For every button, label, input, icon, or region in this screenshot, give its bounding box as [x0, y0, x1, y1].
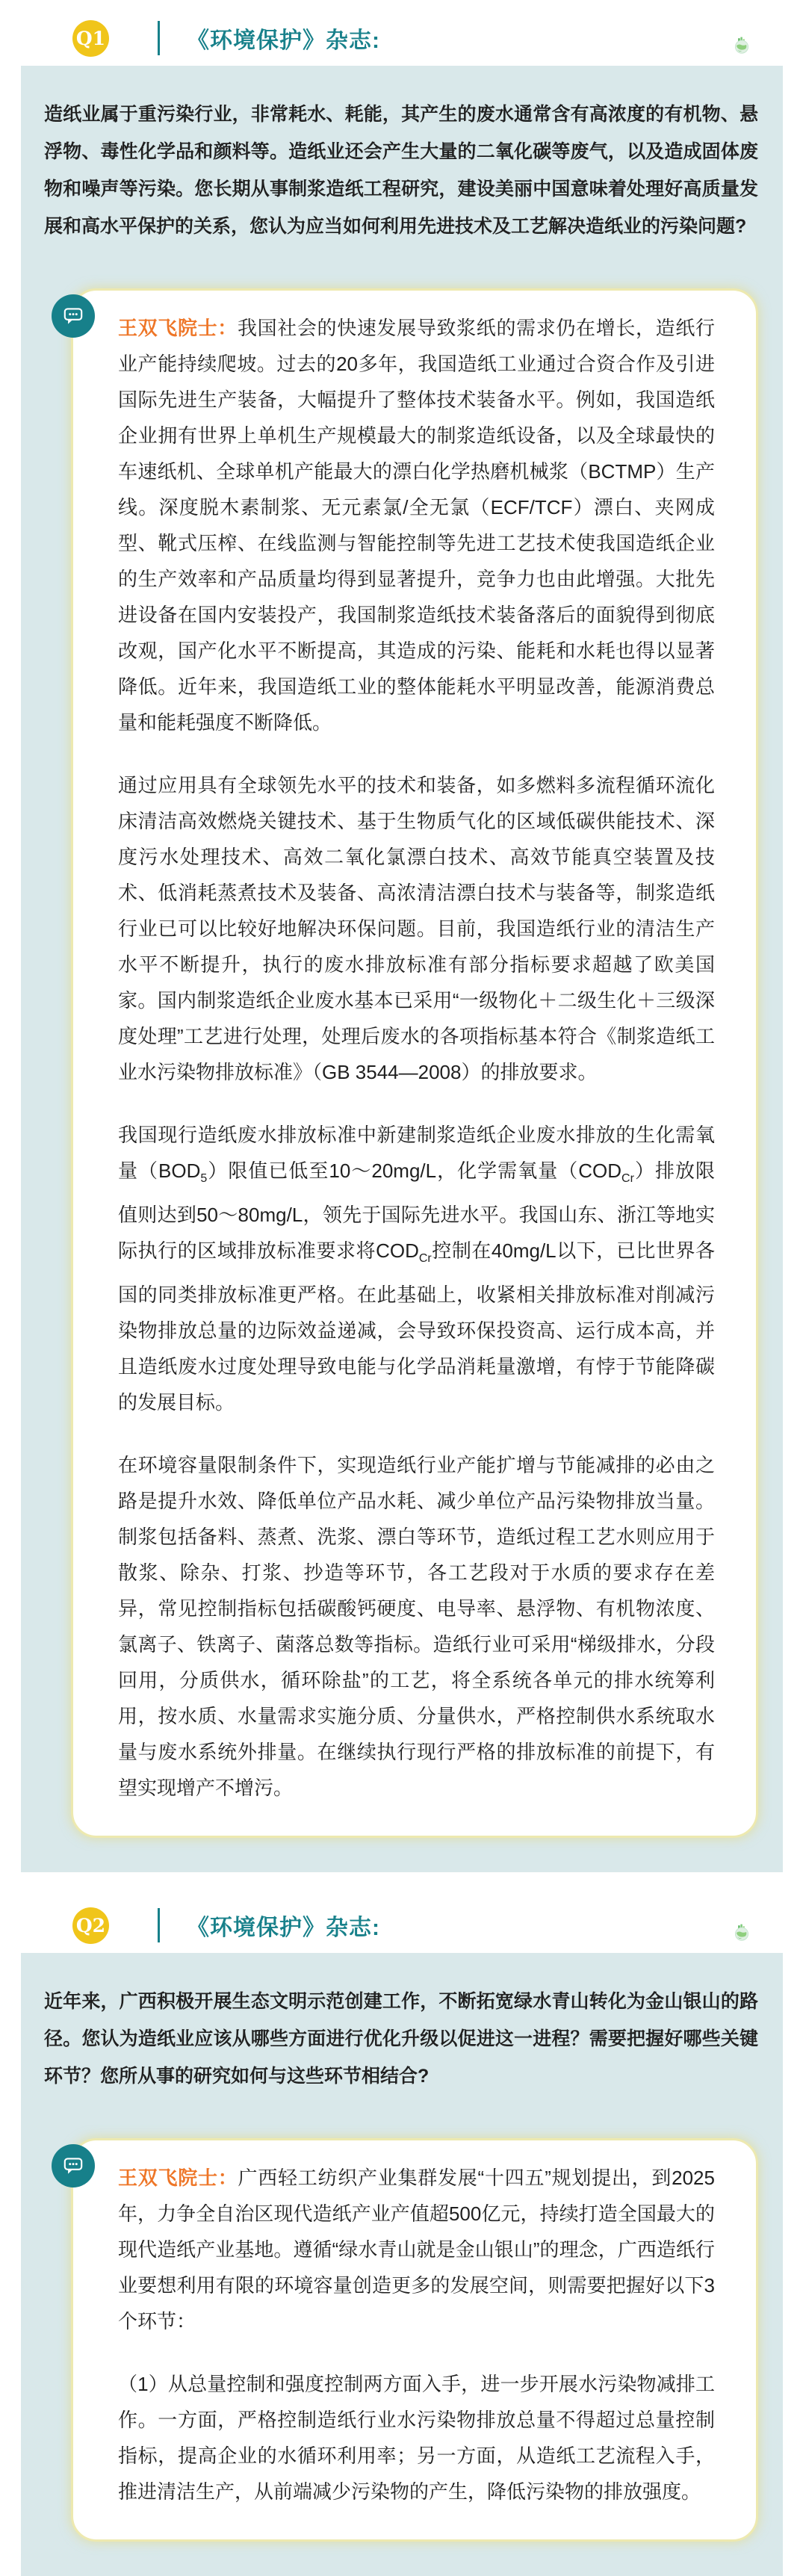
q1-badge: Q1 [72, 20, 109, 57]
paragraph-text: （1）从总量控制和强度控制两方面入手，进一步开展水污染物减排工作。一方面，严格控制造纸行业水污染物排放总量不得超过总量控制指标，提高企业的水循环利用率；另一方面，从造纸工艺流程入手，推进清洁生产，从前端减少污染物的产生，降低污染物的排放强度。 [118, 2373, 715, 2503]
speaker-name: 王双飞院士： [118, 317, 238, 339]
paragraph-text: 我国现行造纸废水排放标准中新建制浆造纸企业废水排放的生化需氧量（BOD [118, 1124, 715, 1182]
qa-section-2 [0, 1887, 803, 2576]
question-header-1 [0, 0, 803, 66]
chat-bubble-icon [52, 2144, 95, 2188]
question-header-2 [0, 1887, 803, 1953]
q2-badge: Q2 [72, 1907, 109, 1944]
paragraph-text: 我国社会的快速发展导致浆纸的需求仍在增长，造纸行业产能持续爬坡。过去的20多年，我国造纸工业通过合资合作及引进国际先进生产装备，大幅提升了整体技术装备水平。例如，我国造纸企业拥有世界上单机生产规模最大的制浆造纸设备，以及全球最快的车速纸机、全球单机产能最大的漂白化学热磨机械浆（BCTMP）生产线。深度脱木素制浆、无元素氯/全无氯（ECF/TCF）漂白、夹网成型、靴式压榨、在线监测与智能控制等先进工艺技术使我国造纸企业的生产效率和产品质量均得到显著提升，竞争力也由此增强。大批先进设备在国内安装投产，我国制浆造纸技术装备落后的面貌得到彻底改观，国产化水平不断提高，其造成的污染、能耗和水耗也得以显著降低。近年来，我国造纸工业的整体能耗水平明显改善，能源消费总量和能耗强度不断降低。 [118, 317, 715, 734]
answer-card-1 [71, 288, 758, 1838]
paragraph-text: 广西轻工纺织产业集群发展“十四五”规划提出，到2025年，力争全自治区现代造纸产业产值超500亿元，持续打造全国最大的现代造纸产业基地。遵循“绿水青山就是金山银山”的理念，广西造纸行业要想利用有限的环境容量创造更多的发展空间，则需要把握好以下3个环节： [118, 2167, 715, 2332]
answer-paragraph [118, 1447, 715, 1806]
subscript-text: Cr [621, 1172, 634, 1185]
subscript-text: 5 [200, 1172, 208, 1185]
vertical-divider [158, 21, 160, 55]
paragraph-text: 控制在40mg/L以下，已比世界各国的同类排放标准更严格。在此基础上，收紧相关排放标准对削减污染物排放总量的边际效益递减，会导致环保投资高、运行成本高，并且造纸废水过度处理导致电能与化学品消耗量激增，有悖于节能降碳的发展目标。 [118, 1239, 715, 1414]
paragraph-text: 在环境容量限制条件下，实现造纸行业产能扩增与节能减排的必由之路是提升水效、降低单位产品水耗、减少单位产品污染物排放当量。制浆包括备料、蒸煮、洗浆、漂白等环节，造纸过程工艺水则应用于散浆、除杂、打浆、抄造等环节，各工艺段对于水质的要求存在差异，常见控制指标包括碳酸钙硬度、电导率、悬浮物、有机物浓度、氯离子、铁离子、菌落总数等指标。造纸行业可采用“梯级排水，分段回用，分质供水，循环除盐”的工艺，将全系统各单元的排水统筹利用，按水质、水量需求实施分质、分量供水，严格控制供水系统取水量与废水系统外排量。在继续执行现行严格的排放标准的前提下，有望实现增产不增污。 [118, 1454, 715, 1799]
chat-bubble-icon [52, 294, 95, 338]
eco-earth-city-icon [733, 1923, 751, 1941]
question-panel-1 [21, 66, 783, 1872]
answer-paragraph [118, 2160, 715, 2339]
magazine-title: 《环境保护》杂志: [187, 1916, 380, 1940]
answer-paragraph [118, 310, 715, 740]
question-panel-2 [21, 1953, 783, 2576]
answer-paragraph [118, 2366, 715, 2510]
paragraph-text: ）排放限值则达到50～80mg/L，领先于国际先进水平。我国山东、浙江等地实际执行的区域排放标准要求将COD [118, 1159, 715, 1262]
question-text-1: 造纸业属于重污染行业，非常耗水、耗能，其产生的废水通常含有高浓度的有机物、悬浮物、毒性化学品和颜料等。造纸业还会产生大量的二氧化碳等废气，以及造成固体废物和噪声等污染。您长期从事制浆造纸工程研究，建设美丽中国意味着处理好高质量发展和高水平保护的关系，您认为应当如何利用先进技术及工艺解决造纸业的污染问题? [44, 104, 758, 237]
magazine-title: 《环境保护》杂志: [187, 28, 380, 53]
vertical-divider [158, 1908, 160, 1942]
speaker-name: 王双飞院士： [118, 2167, 238, 2189]
paragraph-text: ）限值已低至10～20mg/L，化学需氧量（COD [207, 1159, 622, 1182]
answer-card-2 [71, 2138, 758, 2542]
paragraph-text: 通过应用具有全球领先水平的技术和装备，如多燃料多流程循环流化床清洁高效燃烧关键技术、基于生物质气化的区域低碳供能技术、深度污水处理技术、高效二氧化氯漂白技术、高效节能真空装置及技术、低消耗蒸煮技术及装备、高浓清洁漂白技术与装备等，制浆造纸行业已可以比较好地解决环保问题。目前，我国造纸行业的清洁生产水平不断提升，执行的废水排放标准有部分指标要求超越了欧美国家。国内制浆造纸企业废水基本已采用“一级物化＋二级生化＋三级深度处理”工艺进行处理，处理后废水的各项指标基本符合《制浆造纸工业水污染物排放标准》（GB 3544—2008）的排放要求。 [118, 774, 715, 1083]
answer-body-2 [118, 2160, 715, 2510]
eco-earth-city-icon [733, 36, 751, 54]
answer-body-1 [118, 310, 715, 1806]
answer-paragraph [118, 1117, 715, 1420]
question-text-2: 近年来，广西积极开展生态文明示范创建工作，不断拓宽绿水青山转化为金山银山的路径。您认为造纸业应该从哪些方面进行优化升级以促进这一进程？需要把握好哪些关键环节？您所从事的研究如何与这些环节相结合? [44, 1991, 758, 2087]
answer-paragraph [118, 767, 715, 1090]
subscript-text: Cr [418, 1252, 432, 1265]
